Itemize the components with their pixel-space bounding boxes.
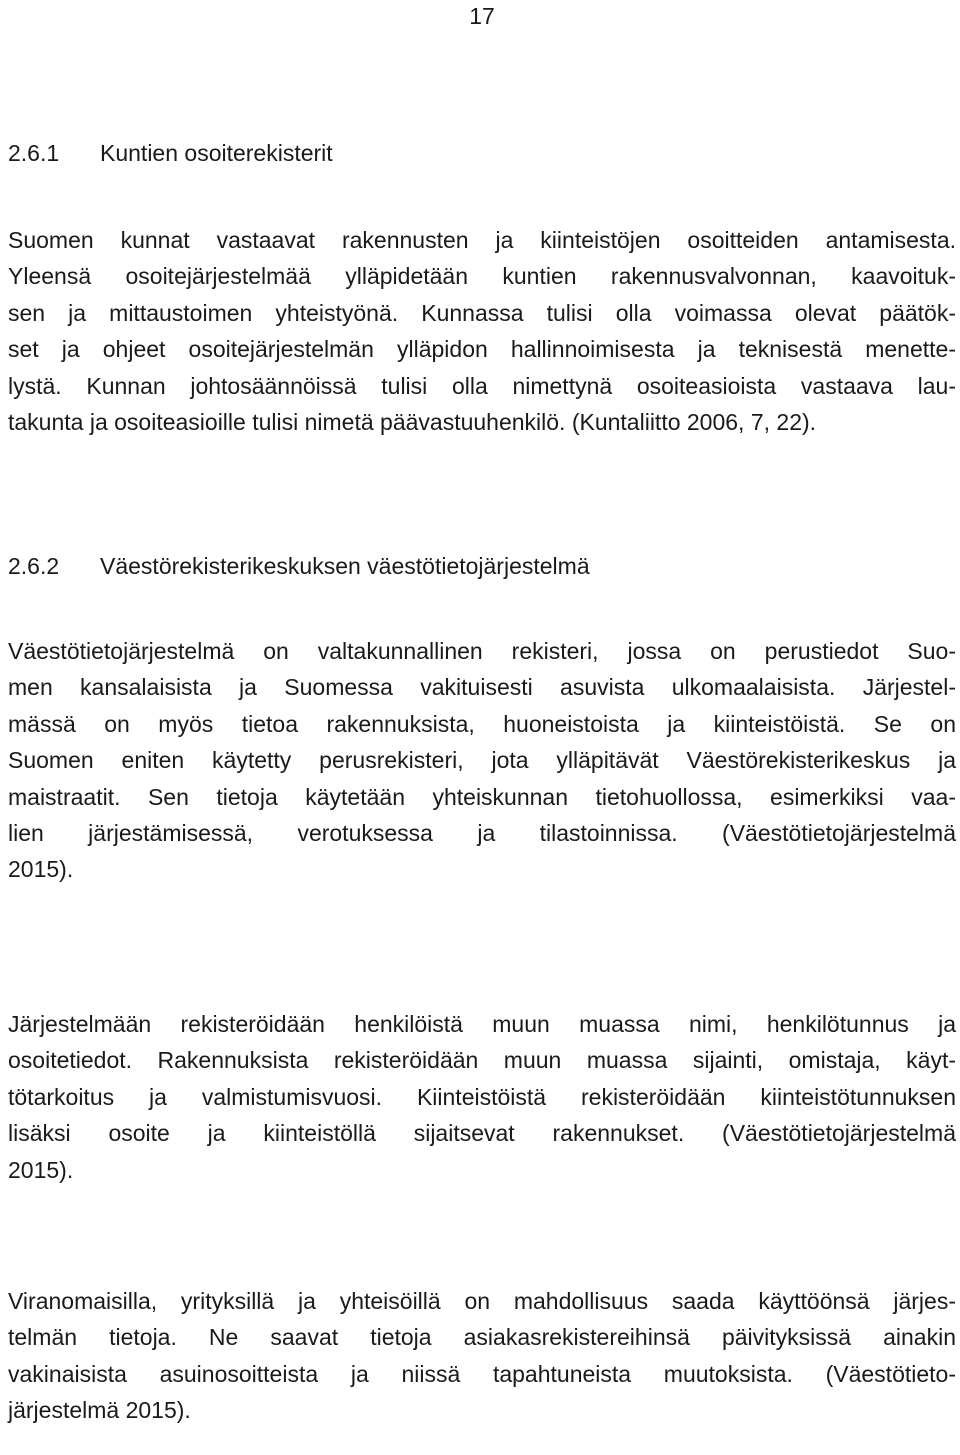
text-line: Yleensä osoitejärjestelmää ylläpidetään kuntien rakennusvalvonnan, kaavoituk- [8,263,956,290]
text-line: maistraatit. Sen tietoja käytetään yhteiskunnan tietohuollossa, esimerkiksi vaa- [8,783,956,810]
text-line: järjestelmä 2015). [8,1397,191,1424]
section-heading-2-6-1 [8,135,333,171]
text-line: tötarkoitus ja valmistumisvuosi. Kiinteistöistä rekisteröidään kiinteistötunnuksen [8,1083,956,1110]
text-line: Suomen kunnat vastaavat rakennusten ja kiinteistöjen osoitteiden antamisesta. [8,227,956,253]
paragraph-kuntien-osoiterekisterit [8,222,956,440]
paragraph-vtj-access [8,1283,956,1429]
text-line: lien järjestämisessä, verotuksessa ja tilastoinnissa. (Väestötietojärjestelmä [8,819,956,846]
text-line: 2015). [8,856,74,883]
text-line: sen ja mittaustoimen yhteistyönä. Kunnassa tulisi olla voimassa olevat päätök- [8,299,956,326]
text-line: 2015). [8,1156,74,1183]
page-number: 17 [469,3,495,29]
section-title: Kuntien osoiterekisterit [100,140,333,166]
text-line: set ja ohjeet osoitejärjestelmän ylläpidon hallinnoimisesta ja teknisestä menette- [8,336,956,363]
paragraph-vtj-registered-data [8,1006,956,1188]
text-line: vakinaisista asuinosoitteista ja niissä tapahtuneista muutoksista. (Väestötieto- [8,1360,956,1387]
text-line: osoitetiedot. Rakennuksista rekisteröidään muun muassa sijainti, omistaja, käyt- [8,1047,956,1074]
section-number: 2.6.1 [8,140,60,166]
section-number: 2.6.2 [8,553,60,579]
text-line: Suomen eniten käytetty perusrekisteri, jota ylläpitävät Väestörekisterikeskus ja [8,747,956,774]
text-line: lystä. Kunnan johtosäännöissä tulisi olla nimettynä osoiteasioista vastaava lau- [8,372,956,399]
text-line: takunta ja osoiteasioille tulisi nimetä päävastuuhenkilö. (Kuntaliitto 2006, 7, 22). [8,408,817,435]
section-title: Väestörekisterikeskuksen väestötietojärjestelmä [100,553,590,579]
text-line: lisäksi osoite ja kiinteistöllä sijaitsevat rakennukset. (Väestötietojärjestelmä [8,1120,956,1147]
text-line: Väestötietojärjestelmä on valtakunnallinen rekisteri, jossa on perustiedot Suo- [8,638,956,664]
paragraph-vtj-intro [8,633,956,888]
text-line: Viranomaisilla, yrityksillä ja yhteisöillä on mahdollisuus saada käyttöönsä järjes- [8,1288,956,1314]
text-line: Järjestelmään rekisteröidään henkilöistä muun muassa nimi, henkilötunnus ja [8,1011,956,1037]
section-heading-2-6-2 [8,548,590,584]
text-line: telmän tietoja. Ne saavat tietoja asiakasrekistereihinsä päivityksissä ainakin [8,1324,956,1351]
text-line: men kansalaisista ja Suomessa vakituisesti asuvista ulkomaalaisista. Järjestel- [8,674,956,701]
text-line: mässä on myös tietoa rakennuksista, huoneistoista ja kiinteistöistä. Se on [8,710,956,737]
